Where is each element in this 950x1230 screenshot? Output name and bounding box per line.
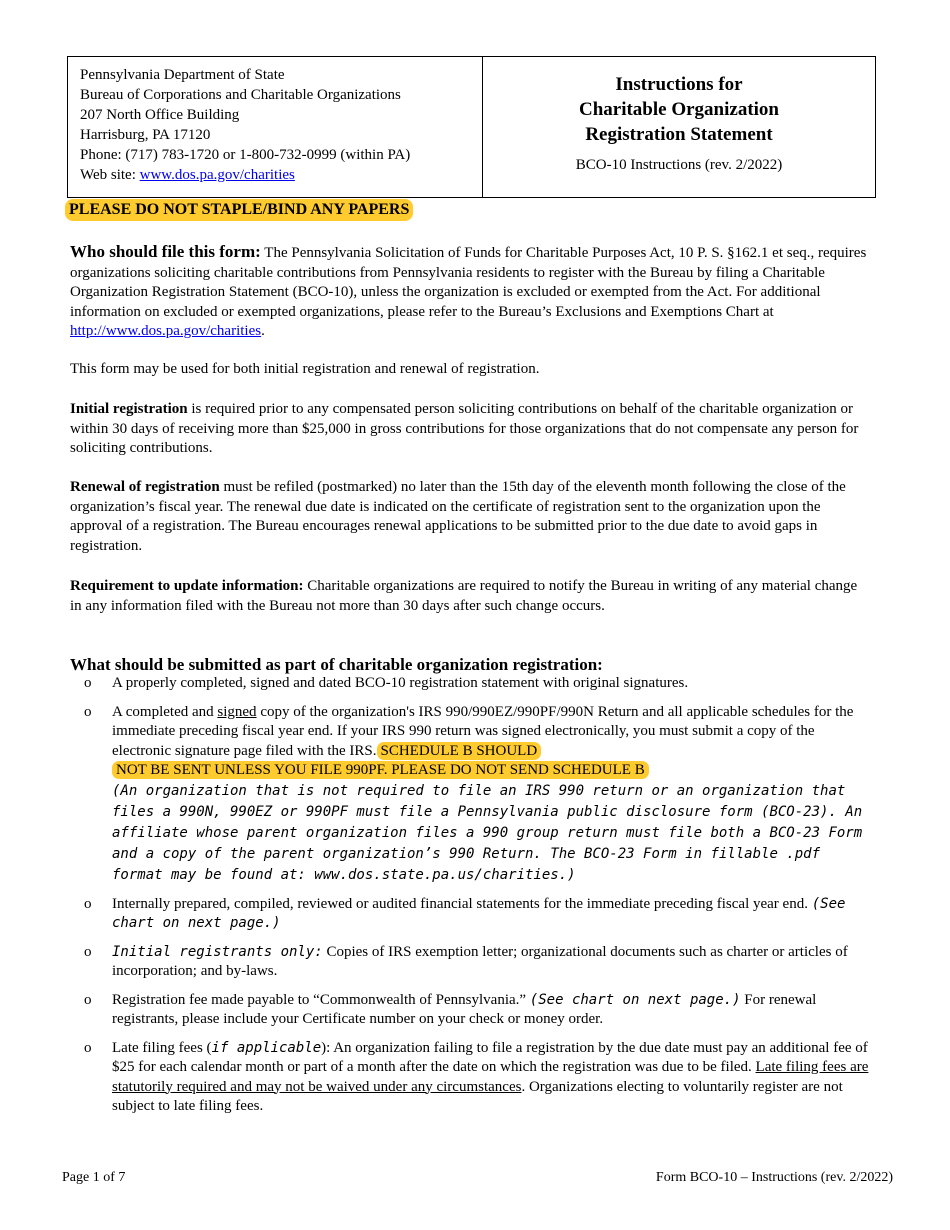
update-information-paragraph	[70, 577, 870, 616]
list-item	[84, 703, 874, 886]
initial-registrants-label: Initial registrants only:	[112, 943, 323, 960]
if-applicable-note: if applicable	[211, 1039, 322, 1056]
list-item	[84, 943, 874, 982]
renewal-paragraph	[70, 478, 870, 556]
who-should-file-tail: .	[261, 323, 265, 339]
list-item-text: Late filing fees (	[112, 1039, 212, 1056]
submission-list	[84, 674, 874, 1126]
who-should-file-text: The Pennsylvania Solicitation of Funds for Charitable Purposes Act, 10 P. S. §162.1 et seq., requires organizations soliciting charitable contributions from Pennsylvania residents to register with the Bureau by filing a Charitable Organization Registration Statement (BCO-10), unless the organization is excluded or exempted from the Act. For additional information on excluded or exempted organizations, please refer to the Bureau’s Exclusions and Exemptions Chart at	[70, 245, 867, 320]
address-line: Pennsylvania Department of State	[80, 67, 285, 83]
revision-label: BCO-10 Instructions (rev. 2/2022)	[575, 157, 783, 173]
address-line: Bureau of Corporations and Charitable Organizations	[80, 87, 401, 103]
list-item-text: A completed and	[112, 703, 218, 720]
late-fee-statutory-text: Late filing fees are statutorily required and may not be waived under any circumstances	[112, 1059, 869, 1095]
list-item-text: Internally prepared, compiled, reviewed or audited financial statements for the immediate preceding fiscal year end.	[112, 895, 812, 912]
initial-registration-heading: Initial registration	[70, 401, 188, 417]
list-item	[84, 674, 874, 694]
who-should-file-heading: Who should file this form:	[70, 242, 261, 261]
schedule-b-warning: SCHEDULE B SHOULD	[377, 742, 542, 760]
initial-registration-paragraph	[70, 400, 870, 459]
bullet-marker: o	[84, 943, 92, 960]
renewal-heading: Renewal of registration	[70, 479, 220, 495]
form-use-text: This form may be used for both initial registration and renewal of registration.	[70, 361, 540, 377]
list-item-text: Copies of IRS exemption letter; organizational documents such as charter or articles of incorporation; and by-laws.	[112, 943, 848, 979]
initial-registration-section	[70, 400, 870, 459]
submission-heading: What should be submitted as part of charitable organization registration:	[70, 655, 603, 674]
bullet-marker: o	[84, 895, 92, 912]
renewal-text: must be refiled (postmarked) no later than the 15th day of the eleventh month following the close of the organization’s fiscal year. The renewal due date is indicated on the certificate of registration sent to the organization upon the approval of a registration. The Bureau encourages renewal applications to be submitted prior to the due date to avoid gaps in registration.	[70, 479, 846, 554]
submission-heading-block	[70, 655, 870, 675]
header-box	[67, 56, 876, 198]
chart-reference-note: (See chart on next page.)	[529, 991, 741, 1008]
list-item	[84, 1039, 874, 1117]
document-title-line: Registration Statement	[585, 124, 773, 145]
who-should-file-paragraph	[70, 242, 870, 342]
list-item	[84, 991, 874, 1030]
form-footer-label: Form BCO-10 – Instructions (rev. 2/2022)	[655, 1170, 893, 1185]
address-line: Phone: (717) 783-1720 or 1-800-732-0999 (within PA)	[80, 147, 411, 163]
bullet-marker: o	[84, 1039, 92, 1056]
update-information-text: Charitable organizations are required to notify the Bureau in writing of any material change in any information filed with the Bureau not more than 30 days after such change occurs.	[70, 578, 858, 614]
document-title-line: Charitable Organization	[578, 99, 780, 120]
list-item-text: . Organizations electing to voluntarily register are not subject to late filing fees.	[112, 1078, 843, 1114]
document-title-block	[483, 57, 875, 197]
list-item-text: Registration fee made payable to “Commonwealth of Pennsylvania.”	[112, 991, 530, 1008]
document-title-line: Instructions for	[615, 74, 743, 95]
website-line	[80, 165, 482, 185]
who-should-file-section	[70, 242, 870, 342]
bco23-note: (An organization that is not required to file an IRS 990 return or an organization that files a 990N, 990EZ or 990PF must file a Pennsylvania public disclosure form (BCO-23). An affiliate whose parent organization files a 990 group return must file both a BCO-23 Form and a copy of the parent organization’s 990 Return. The BCO-23 Form in fillable .pdf format may be found at: www.dos.state.pa.us/charities.)	[112, 782, 863, 883]
schedule-b-warning-continued: NOT BE SENT UNLESS YOU FILE 990PF. PLEASE DO NOT SEND SCHEDULE B	[112, 761, 649, 779]
form-use-paragraph	[70, 360, 870, 380]
signed-emphasis: signed	[217, 703, 257, 720]
initial-registration-text: is required prior to any compensated person soliciting contributions on behalf of the charitable organization or within 30 days of receiving more than $25,000 in gross contributions for those organizations that do not compensate any person for soliciting contributions.	[70, 401, 859, 456]
bullet-marker: o	[84, 703, 92, 720]
bureau-address	[68, 57, 483, 197]
address-line: Harrisburg, PA 17120	[80, 127, 211, 143]
list-item-text: copy of the organization's IRS 990/990EZ/990PF/990N Return and all applicable schedules for the immediate preceding fiscal year end. If your IRS 990 return was signed electronically, you must submit a copy of the electronic signature page filed with the IRS.	[112, 703, 854, 759]
bullet-marker: o	[84, 675, 92, 691]
renewal-section	[70, 478, 870, 556]
list-item-text: A properly completed, signed and dated BCO-10 registration statement with original signatures.	[112, 675, 689, 691]
website-label: Web site:	[80, 167, 140, 183]
staple-warning: PLEASE DO NOT STAPLE/BIND ANY PAPERS	[65, 199, 413, 221]
update-information-heading: Requirement to update information:	[70, 578, 304, 594]
chart-reference-note: (See chart on next page.)	[112, 895, 846, 931]
website-link[interactable]: www.dos.pa.gov/charities	[139, 167, 295, 183]
address-line: 207 North Office Building	[80, 107, 240, 123]
list-item-text: For renewal registrants, please include your Certificate number on your check or money order.	[112, 991, 817, 1027]
list-item-text: ): An organization failing to file a registration by the due date must pay an additional fee of $25 for each calendar month or part of a month after the date on which the registration was due to be filed.	[112, 1039, 868, 1075]
update-information-section	[70, 577, 870, 616]
page-number: Page 1 of 7	[62, 1170, 126, 1185]
list-item	[84, 895, 874, 934]
exemptions-link[interactable]: http://www.dos.pa.gov/charities	[70, 323, 262, 339]
bullet-marker: o	[84, 991, 92, 1008]
